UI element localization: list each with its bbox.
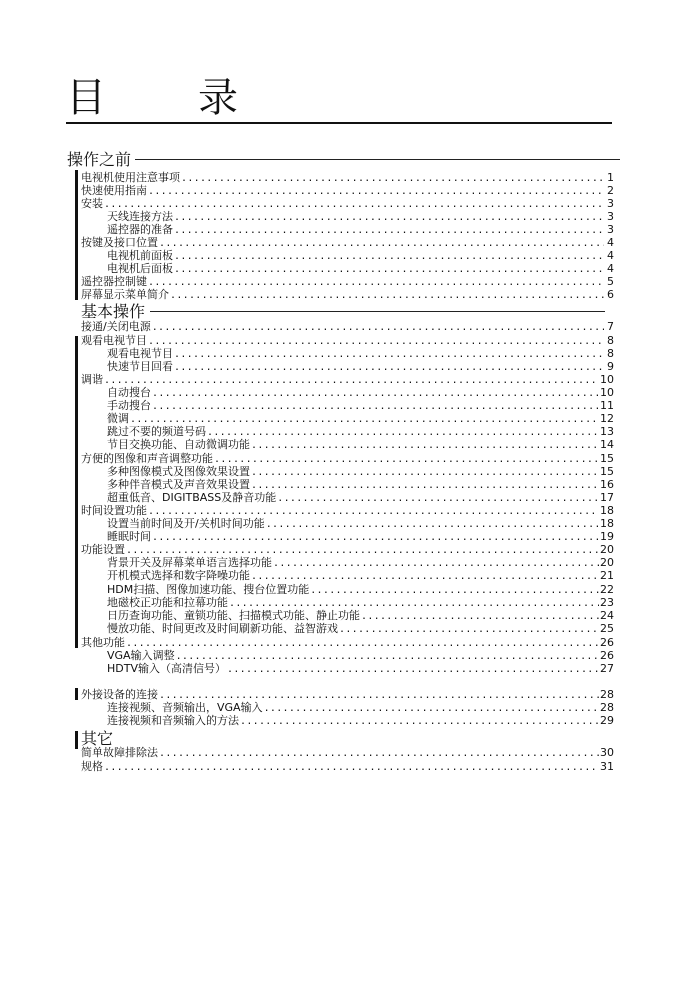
entry-page: 12 — [600, 412, 614, 425]
entry-page: 29 — [600, 714, 614, 727]
entry-label: 方便的图像和声音调整功能 — [81, 452, 213, 465]
toc-entry[interactable] — [81, 760, 614, 773]
entry-page: 7 — [607, 320, 614, 333]
entry-page: 4 — [607, 236, 614, 249]
toc-entry[interactable] — [81, 320, 614, 333]
toc-entry[interactable] — [81, 171, 614, 184]
toc-entry[interactable] — [107, 596, 614, 609]
entry-page: 24 — [600, 609, 614, 622]
entry-label: VGA输入调整 — [107, 649, 175, 662]
toc-entry[interactable] — [107, 465, 614, 478]
toc-entry[interactable] — [81, 452, 614, 465]
toc-entry[interactable] — [107, 491, 614, 504]
toc-entry[interactable] — [107, 662, 614, 675]
entry-page: 28 — [600, 688, 614, 701]
toc-entry[interactable] — [81, 373, 614, 386]
toc-entry[interactable] — [107, 530, 614, 543]
entry-label: 多种伴音模式及声音效果设置 — [107, 478, 250, 491]
entry-label: HDTV输入（高清信号） — [107, 662, 226, 675]
entry-page: 18 — [600, 504, 614, 517]
entry-page: 15 — [600, 452, 614, 465]
toc-entry[interactable] — [107, 386, 614, 399]
entry-label: 快速节目回看 — [107, 360, 173, 373]
section-bar — [75, 170, 78, 300]
entry-label: 跳过不要的频道号码 — [107, 425, 206, 438]
entry-page: 26 — [600, 636, 614, 649]
section-bar — [75, 336, 78, 648]
section-rule — [130, 159, 620, 160]
entry-page: 17 — [600, 491, 614, 504]
toc-entry[interactable] — [107, 425, 614, 438]
entry-page: 30 — [600, 746, 614, 759]
entry-label: 安装 — [81, 197, 103, 210]
entry-label: 遥控器控制键 — [81, 275, 147, 288]
entry-page: 18 — [600, 517, 614, 530]
toc-entry[interactable] — [107, 249, 614, 262]
toc-entry[interactable] — [107, 701, 614, 714]
toc-entry[interactable] — [107, 622, 614, 635]
entry-page: 1 — [607, 171, 614, 184]
entry-label: 电视机前面板 — [107, 249, 173, 262]
entry-page: 5 — [607, 275, 614, 288]
entry-page: 8 — [607, 334, 614, 347]
entry-page: 6 — [607, 288, 614, 301]
entry-label: 微调 — [107, 412, 129, 425]
toc-entry[interactable] — [81, 184, 614, 197]
entry-label: 时间设置功能 — [81, 504, 147, 517]
entry-page: 20 — [600, 556, 614, 569]
entry-label: 电视机使用注意事项 — [81, 171, 180, 184]
toc-entry[interactable] — [107, 223, 614, 236]
toc-entry[interactable] — [107, 556, 614, 569]
section-bar — [75, 688, 78, 700]
entry-label: 观看电视节目 — [81, 334, 147, 347]
entry-label: 快速使用指南 — [81, 184, 147, 197]
entry-label: 设置当前时间及开/关机时间功能 — [107, 517, 265, 530]
entry-label: 观看电视节目 — [107, 347, 173, 360]
section-bar — [75, 731, 78, 749]
entry-page: 3 — [607, 223, 614, 236]
toc-entry[interactable] — [81, 636, 614, 649]
entry-page: 15 — [600, 465, 614, 478]
entry-page: 8 — [607, 347, 614, 360]
section-heading-basic-operation: 基本操作 — [81, 303, 149, 320]
entry-page: 26 — [600, 649, 614, 662]
entry-page: 27 — [600, 662, 614, 675]
entry-page: 25 — [600, 622, 614, 635]
entry-page: 10 — [600, 373, 614, 386]
title-char-2: 录 — [198, 75, 238, 121]
toc-entry[interactable] — [107, 210, 614, 223]
entry-label: 节目交换功能、自动微调功能 — [107, 438, 250, 451]
entry-page: 4 — [607, 249, 614, 262]
entry-page: 28 — [600, 701, 614, 714]
entry-label: 慢放功能、时间更改及时间刷新功能、益智游戏 — [107, 622, 338, 635]
page-title — [66, 76, 612, 124]
toc-entry[interactable] — [107, 649, 614, 662]
toc-entry[interactable] — [107, 399, 614, 412]
toc-entry[interactable] — [81, 746, 614, 759]
entry-page: 20 — [600, 543, 614, 556]
entry-label: 接通/关闭电源 — [81, 320, 151, 333]
toc-entry[interactable] — [107, 347, 614, 360]
entry-page: 3 — [607, 197, 614, 210]
entry-label: 电视机后面板 — [107, 262, 173, 275]
entry-page: 23 — [600, 596, 614, 609]
entry-label: 背景开关及屏幕菜单语言选择功能 — [107, 556, 272, 569]
toc-entry[interactable] — [81, 197, 614, 210]
toc-entry[interactable] — [107, 412, 614, 425]
toc-entry[interactable] — [107, 360, 614, 373]
entry-page: 11 — [600, 399, 614, 412]
entry-label: 日历查询功能、童锁功能、扫描模式功能、静止功能 — [107, 609, 360, 622]
toc-entry[interactable] — [107, 438, 614, 451]
toc-entry[interactable] — [81, 236, 614, 249]
entry-label: 睡眠时间 — [107, 530, 151, 543]
entry-label: 其他功能 — [81, 636, 125, 649]
entry-page: 22 — [600, 583, 614, 596]
toc-entry[interactable] — [81, 275, 614, 288]
entry-label: 地磁校正功能和拉幕功能 — [107, 596, 228, 609]
entry-label: 功能设置 — [81, 543, 125, 556]
section-heading-before-operation: 操作之前 — [67, 151, 135, 168]
entry-page: 19 — [600, 530, 614, 543]
toc-entry[interactable] — [107, 478, 614, 491]
entry-label: 连接视频和音频输入的方法 — [107, 714, 239, 727]
toc-entry[interactable] — [107, 609, 614, 622]
toc-entry[interactable] — [107, 583, 614, 596]
entry-page: 3 — [607, 210, 614, 223]
entry-page: 2 — [607, 184, 614, 197]
entry-label: 规格 — [81, 760, 103, 773]
toc-entry[interactable] — [81, 504, 614, 517]
entry-page: 10 — [600, 386, 614, 399]
toc-entry[interactable] — [107, 262, 614, 275]
entry-label: 开机模式选择和数字降噪功能 — [107, 569, 250, 582]
entry-label: 手动搜台 — [107, 399, 151, 412]
entry-page: 16 — [600, 478, 614, 491]
toc-entry[interactable] — [107, 569, 614, 582]
toc-entry[interactable] — [81, 688, 614, 701]
entry-page: 21 — [600, 569, 614, 582]
entry-page: 13 — [600, 425, 614, 438]
entry-page: 31 — [600, 760, 614, 773]
entry-label: 调谐 — [81, 373, 103, 386]
entry-label: 超重低音、DIGITBASS及静音功能 — [107, 491, 277, 504]
entry-label: 自动搜台 — [107, 386, 151, 399]
entry-page: 9 — [607, 360, 614, 373]
toc-entry[interactable] — [107, 714, 614, 727]
entry-label: 按键及接口位置 — [81, 236, 158, 249]
title-char-1: 目 — [66, 75, 106, 121]
toc-entry[interactable] — [107, 517, 614, 530]
entry-label: 多种图像模式及图像效果设置 — [107, 465, 250, 478]
entry-page: 4 — [607, 262, 614, 275]
entry-page: 14 — [600, 438, 614, 451]
entry-label: 外接设备的连接 — [81, 688, 158, 701]
toc-entry[interactable] — [81, 543, 614, 556]
entry-label: 遥控器的准备 — [107, 223, 173, 236]
toc-entry[interactable] — [81, 334, 614, 347]
entry-label: 天线连接方法 — [107, 210, 173, 223]
section-heading-others: 其它 — [81, 730, 117, 747]
toc-entry[interactable] — [81, 288, 614, 301]
entry-label: 屏幕显示菜单简介 — [81, 288, 169, 301]
entry-label: HDM扫描、图像加速功能、搜台位置功能 — [107, 583, 310, 596]
entry-label: 简单故障排除法 — [81, 746, 158, 759]
section-rule — [150, 311, 605, 312]
entry-label: 连接视频、音频输出，VGA输入 — [107, 701, 263, 714]
